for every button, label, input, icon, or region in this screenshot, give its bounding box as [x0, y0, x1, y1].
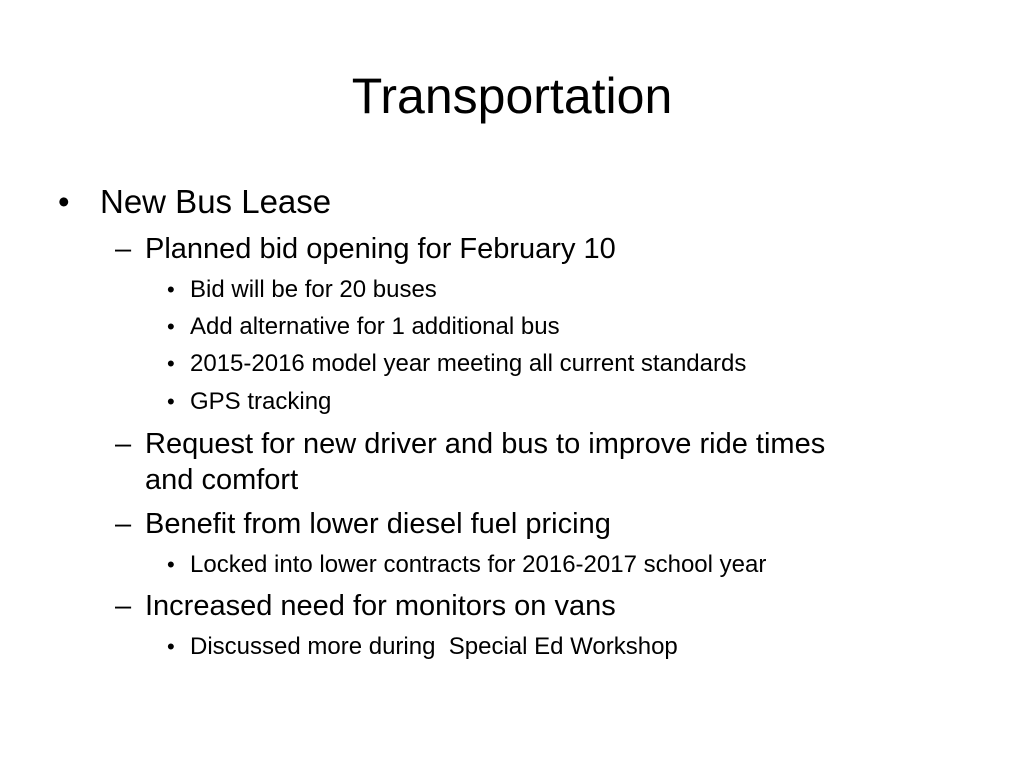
bullet-request-new-driver-continued: [145, 462, 298, 498]
bullet-text: Locked into lower contracts for 2016-2017 school year: [190, 551, 767, 578]
bullet-new-bus-lease: [58, 182, 332, 222]
bullet-text-line1: Request for new driver and bus to improve ride times: [145, 428, 826, 460]
bullet-text: Discussed more during Special Ed Workshop: [190, 633, 678, 660]
bullet-add-alternative: [167, 312, 560, 342]
bullet-bid-20-buses: [167, 275, 437, 305]
bullet-text: Planned bid opening for February 10: [145, 233, 616, 265]
dash-marker: –: [115, 428, 132, 460]
bullet-text: GPS tracking: [190, 388, 332, 415]
bullet-special-ed-workshop: [167, 632, 678, 662]
bullet-marker: •: [167, 634, 175, 659]
bullet-text: Add alternative for 1 additional bus: [190, 313, 560, 340]
bullet-locked-contracts: [167, 550, 767, 580]
dash-marker: –: [115, 508, 132, 540]
bullet-text: Increased need for monitors on vans: [145, 590, 616, 622]
dash-marker: –: [115, 233, 132, 265]
bullet-marker: •: [167, 314, 175, 339]
bullet-planned-bid-opening: [115, 231, 616, 267]
bullet-text: Bid will be for 20 buses: [190, 276, 437, 303]
bullet-model-year: [167, 349, 747, 379]
bullet-marker: •: [167, 552, 175, 577]
bullet-marker: •: [167, 277, 175, 302]
bullet-gps-tracking: [167, 387, 332, 417]
bullet-text: Benefit from lower diesel fuel pricing: [145, 508, 611, 540]
bullet-text-line2: and comfort: [145, 464, 299, 496]
dash-marker: –: [115, 590, 132, 622]
bullet-marker: •: [167, 389, 175, 414]
bullet-request-new-driver: [115, 426, 826, 462]
bullet-text: 2015-2016 model year meeting all current standards: [190, 350, 747, 377]
bullet-monitors-on-vans: [115, 588, 616, 624]
bullet-lower-diesel-pricing: [115, 506, 611, 542]
bullet-marker: •: [167, 351, 175, 376]
bullet-text: New Bus Lease: [100, 183, 332, 220]
bullet-marker: •: [58, 183, 70, 220]
slide-title: Transportation: [351, 68, 673, 124]
